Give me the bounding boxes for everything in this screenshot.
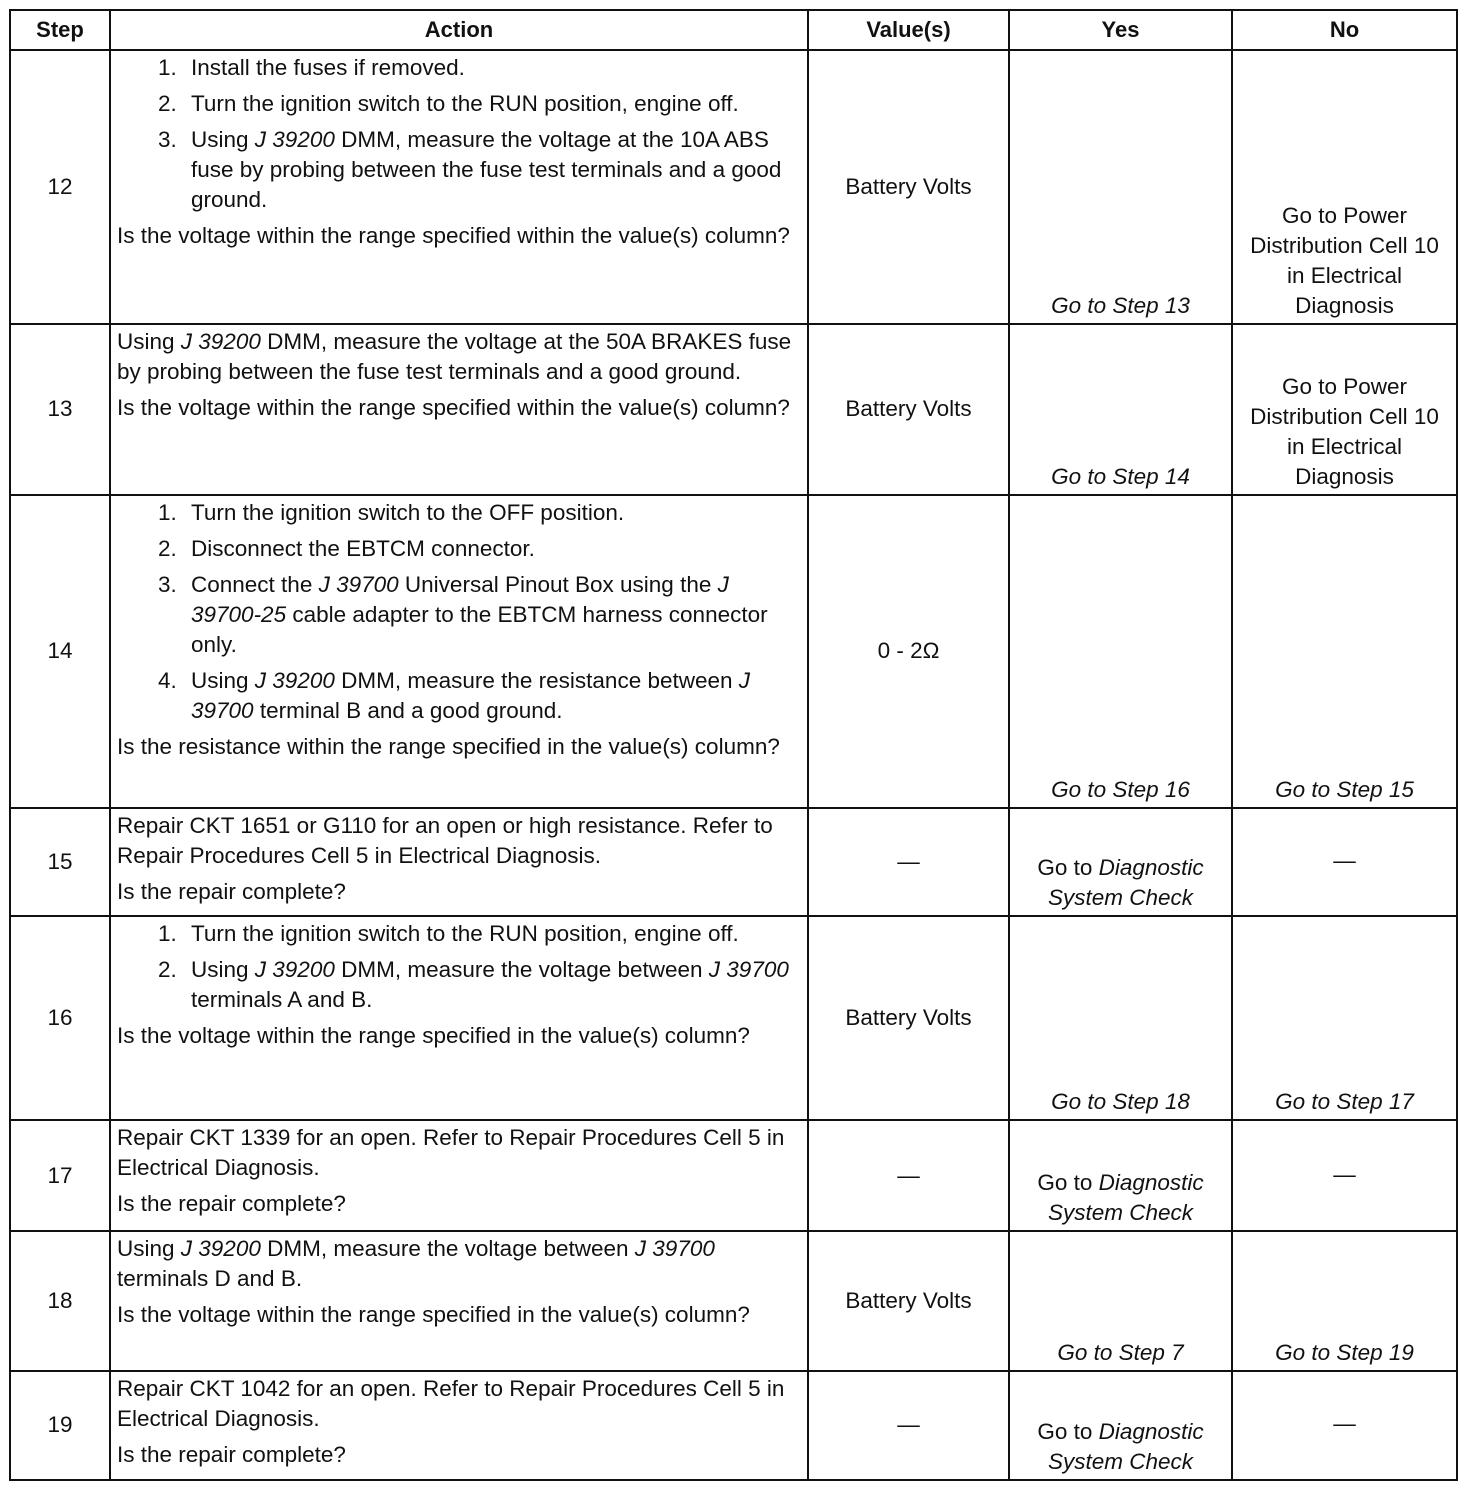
action-question: Is the resistance within the range specified in the value(s) column? bbox=[117, 733, 780, 759]
step-number: 12 bbox=[10, 50, 110, 324]
text-run: Turn the ignition switch to the RUN position, engine off. bbox=[191, 921, 739, 947]
no-cell bbox=[1232, 50, 1457, 324]
text-run: terminals D and B. bbox=[117, 1265, 303, 1291]
text-run: Repair CKT 1339 for an open. Refer to Repair Procedures Cell 5 in Electrical Diagnosis. bbox=[117, 1125, 785, 1181]
header-row bbox=[10, 10, 1457, 50]
yes-cell bbox=[1009, 324, 1232, 494]
action-text bbox=[117, 327, 801, 387]
action-question: Is the voltage within the range specified within the value(s) column? bbox=[117, 223, 790, 248]
yes-cell bbox=[1009, 495, 1232, 808]
header-no: No bbox=[1232, 10, 1457, 50]
text-run: DMM, measure the voltage between bbox=[334, 957, 709, 983]
yes-cell bbox=[1009, 50, 1232, 324]
text-run: DMM, measure the voltage at the 50A BRAKES fuse by probing between the fuse test terminals and a good ground. bbox=[117, 329, 792, 385]
action-cell bbox=[110, 324, 808, 494]
action-step bbox=[183, 570, 801, 660]
text-run: Go to bbox=[1037, 1169, 1099, 1195]
value-cell: Battery Volts bbox=[808, 1231, 1009, 1371]
text-run: terminal B and a good ground. bbox=[253, 697, 563, 723]
italic-reference: Go to Step 13 bbox=[1051, 293, 1190, 319]
italic-reference: J 39200 bbox=[180, 1235, 261, 1261]
italic-reference: Go to Step 7 bbox=[1057, 1339, 1184, 1365]
text-run: cable adapter to the EBTCM harness connector only. bbox=[191, 601, 768, 657]
action-cell bbox=[110, 1231, 808, 1371]
yes-cell bbox=[1009, 1371, 1232, 1480]
table-row bbox=[10, 808, 1457, 916]
action-question: Is the repair complete? bbox=[117, 879, 346, 905]
no-cell bbox=[1232, 324, 1457, 494]
action-steps-list bbox=[117, 53, 801, 215]
text-run: Repair CKT 1651 or G110 for an open or high resistance. Refer to Repair Procedures Cell 5 in Electrical Diagnosis. bbox=[117, 813, 773, 869]
yes-cell bbox=[1009, 1231, 1232, 1371]
diagnostic-table bbox=[9, 9, 1458, 1481]
action-question: Is the repair complete? bbox=[117, 1191, 346, 1217]
action-text bbox=[117, 1374, 801, 1434]
text-run: Using bbox=[191, 127, 255, 152]
header-yes: Yes bbox=[1009, 10, 1232, 50]
text-run: Install the fuses if removed. bbox=[191, 55, 465, 80]
text-run: Go to bbox=[1037, 855, 1099, 881]
table-row bbox=[10, 1231, 1457, 1371]
step-number: 15 bbox=[10, 808, 110, 916]
italic-reference: Go to Step 19 bbox=[1275, 1339, 1414, 1365]
table-row bbox=[10, 1371, 1457, 1480]
text-run: terminals A and B. bbox=[191, 987, 373, 1013]
text-run: DMM, measure the voltage between bbox=[260, 1235, 635, 1261]
action-step bbox=[183, 534, 801, 564]
step-number: 16 bbox=[10, 916, 110, 1120]
text-run: Turn the ignition switch to the RUN position, engine off. bbox=[191, 91, 739, 116]
italic-reference: J 39200 bbox=[254, 667, 335, 693]
step-number: 14 bbox=[10, 495, 110, 808]
header-step: Step bbox=[10, 10, 110, 50]
no-cell bbox=[1232, 916, 1457, 1120]
no-cell bbox=[1232, 495, 1457, 808]
text-run: — bbox=[1333, 1411, 1356, 1437]
italic-reference: J 39700-25 bbox=[191, 571, 729, 627]
action-step bbox=[183, 919, 801, 949]
text-run: Go to Power Distribution Cell 10 in Electrical Diagnosis bbox=[1250, 203, 1439, 319]
text-run: Using bbox=[117, 1235, 181, 1261]
italic-reference: Go to Step 15 bbox=[1275, 777, 1414, 803]
italic-reference: J 39700 bbox=[708, 957, 789, 983]
action-cell bbox=[110, 916, 808, 1120]
value-cell: Battery Volts bbox=[808, 50, 1009, 324]
action-cell bbox=[110, 1371, 808, 1480]
value-cell: — bbox=[808, 1371, 1009, 1480]
text-run: — bbox=[1333, 848, 1356, 874]
italic-reference: Go to Step 14 bbox=[1051, 463, 1190, 489]
italic-reference: Diagnostic System Check bbox=[1047, 1419, 1204, 1474]
value-cell: Battery Volts bbox=[808, 324, 1009, 494]
action-cell bbox=[110, 808, 808, 916]
text-run: Go to Power Distribution Cell 10 in Electrical Diagnosis bbox=[1250, 373, 1439, 489]
yes-cell bbox=[1009, 808, 1232, 916]
text-run: DMM, measure the voltage at the 10A ABS fuse by probing between the fuse test terminals and a good ground. bbox=[191, 127, 782, 212]
action-question: Is the voltage within the range specified within the value(s) column? bbox=[117, 395, 790, 421]
yes-cell bbox=[1009, 916, 1232, 1120]
step-number: 13 bbox=[10, 324, 110, 494]
value-cell: 0 - 2Ω bbox=[808, 495, 1009, 808]
italic-reference: Go to Step 16 bbox=[1051, 777, 1190, 803]
text-run: Using bbox=[191, 667, 255, 693]
text-run: Using bbox=[191, 957, 255, 983]
action-step bbox=[183, 53, 801, 83]
table-row bbox=[10, 916, 1457, 1120]
action-text bbox=[117, 1234, 801, 1294]
action-cell bbox=[110, 1120, 808, 1230]
table-body bbox=[10, 50, 1457, 1480]
italic-reference: J 39200 bbox=[254, 127, 335, 152]
action-question: Is the voltage within the range specified in the value(s) column? bbox=[117, 1023, 750, 1049]
text-run: Universal Pinout Box using the bbox=[398, 571, 718, 597]
value-cell: — bbox=[808, 1120, 1009, 1230]
table-row bbox=[10, 495, 1457, 808]
italic-reference: J 39700 bbox=[634, 1235, 715, 1261]
italic-reference: J 39700 bbox=[191, 667, 751, 723]
action-step bbox=[183, 955, 801, 1015]
step-number: 19 bbox=[10, 1371, 110, 1480]
table-row bbox=[10, 324, 1457, 494]
text-run: Repair CKT 1042 for an open. Refer to Repair Procedures Cell 5 in Electrical Diagnosis. bbox=[117, 1375, 785, 1431]
action-step bbox=[183, 666, 801, 726]
no-cell bbox=[1232, 1231, 1457, 1371]
text-run: Go to bbox=[1037, 1419, 1099, 1444]
italic-reference: J 39200 bbox=[180, 329, 261, 355]
action-step bbox=[183, 125, 801, 215]
italic-reference: Diagnostic System Check bbox=[1047, 855, 1204, 911]
no-cell bbox=[1232, 1371, 1457, 1480]
text-run: Connect the bbox=[191, 571, 319, 597]
table-row bbox=[10, 50, 1457, 324]
italic-reference: J 39700 bbox=[318, 571, 399, 597]
value-cell: Battery Volts bbox=[808, 916, 1009, 1120]
action-steps-list bbox=[117, 498, 801, 726]
italic-reference: Go to Step 17 bbox=[1275, 1089, 1414, 1115]
step-number: 18 bbox=[10, 1231, 110, 1371]
no-cell bbox=[1232, 808, 1457, 916]
text-run: Using bbox=[117, 329, 181, 355]
action-text bbox=[117, 1123, 801, 1183]
action-question: Is the voltage within the range specified in the value(s) column? bbox=[117, 1301, 750, 1327]
italic-reference: J 39200 bbox=[254, 957, 335, 983]
action-text bbox=[117, 811, 801, 871]
text-run: — bbox=[1333, 1161, 1356, 1187]
no-cell bbox=[1232, 1120, 1457, 1230]
value-cell: — bbox=[808, 808, 1009, 916]
italic-reference: Go to Step 18 bbox=[1051, 1089, 1190, 1115]
header-action: Action bbox=[110, 10, 808, 50]
text-run: Disconnect the EBTCM connector. bbox=[191, 535, 535, 561]
italic-reference: Diagnostic System Check bbox=[1047, 1169, 1204, 1225]
action-step bbox=[183, 89, 801, 119]
text-run: DMM, measure the resistance between bbox=[334, 667, 739, 693]
yes-cell bbox=[1009, 1120, 1232, 1230]
header-values: Value(s) bbox=[808, 10, 1009, 50]
action-step bbox=[183, 498, 801, 528]
text-run: Turn the ignition switch to the OFF position. bbox=[191, 499, 625, 525]
action-question: Is the repair complete? bbox=[117, 1441, 346, 1467]
step-number: 17 bbox=[10, 1120, 110, 1230]
action-cell bbox=[110, 495, 808, 808]
action-steps-list bbox=[117, 919, 801, 1015]
action-cell bbox=[110, 50, 808, 324]
table-row bbox=[10, 1120, 1457, 1230]
